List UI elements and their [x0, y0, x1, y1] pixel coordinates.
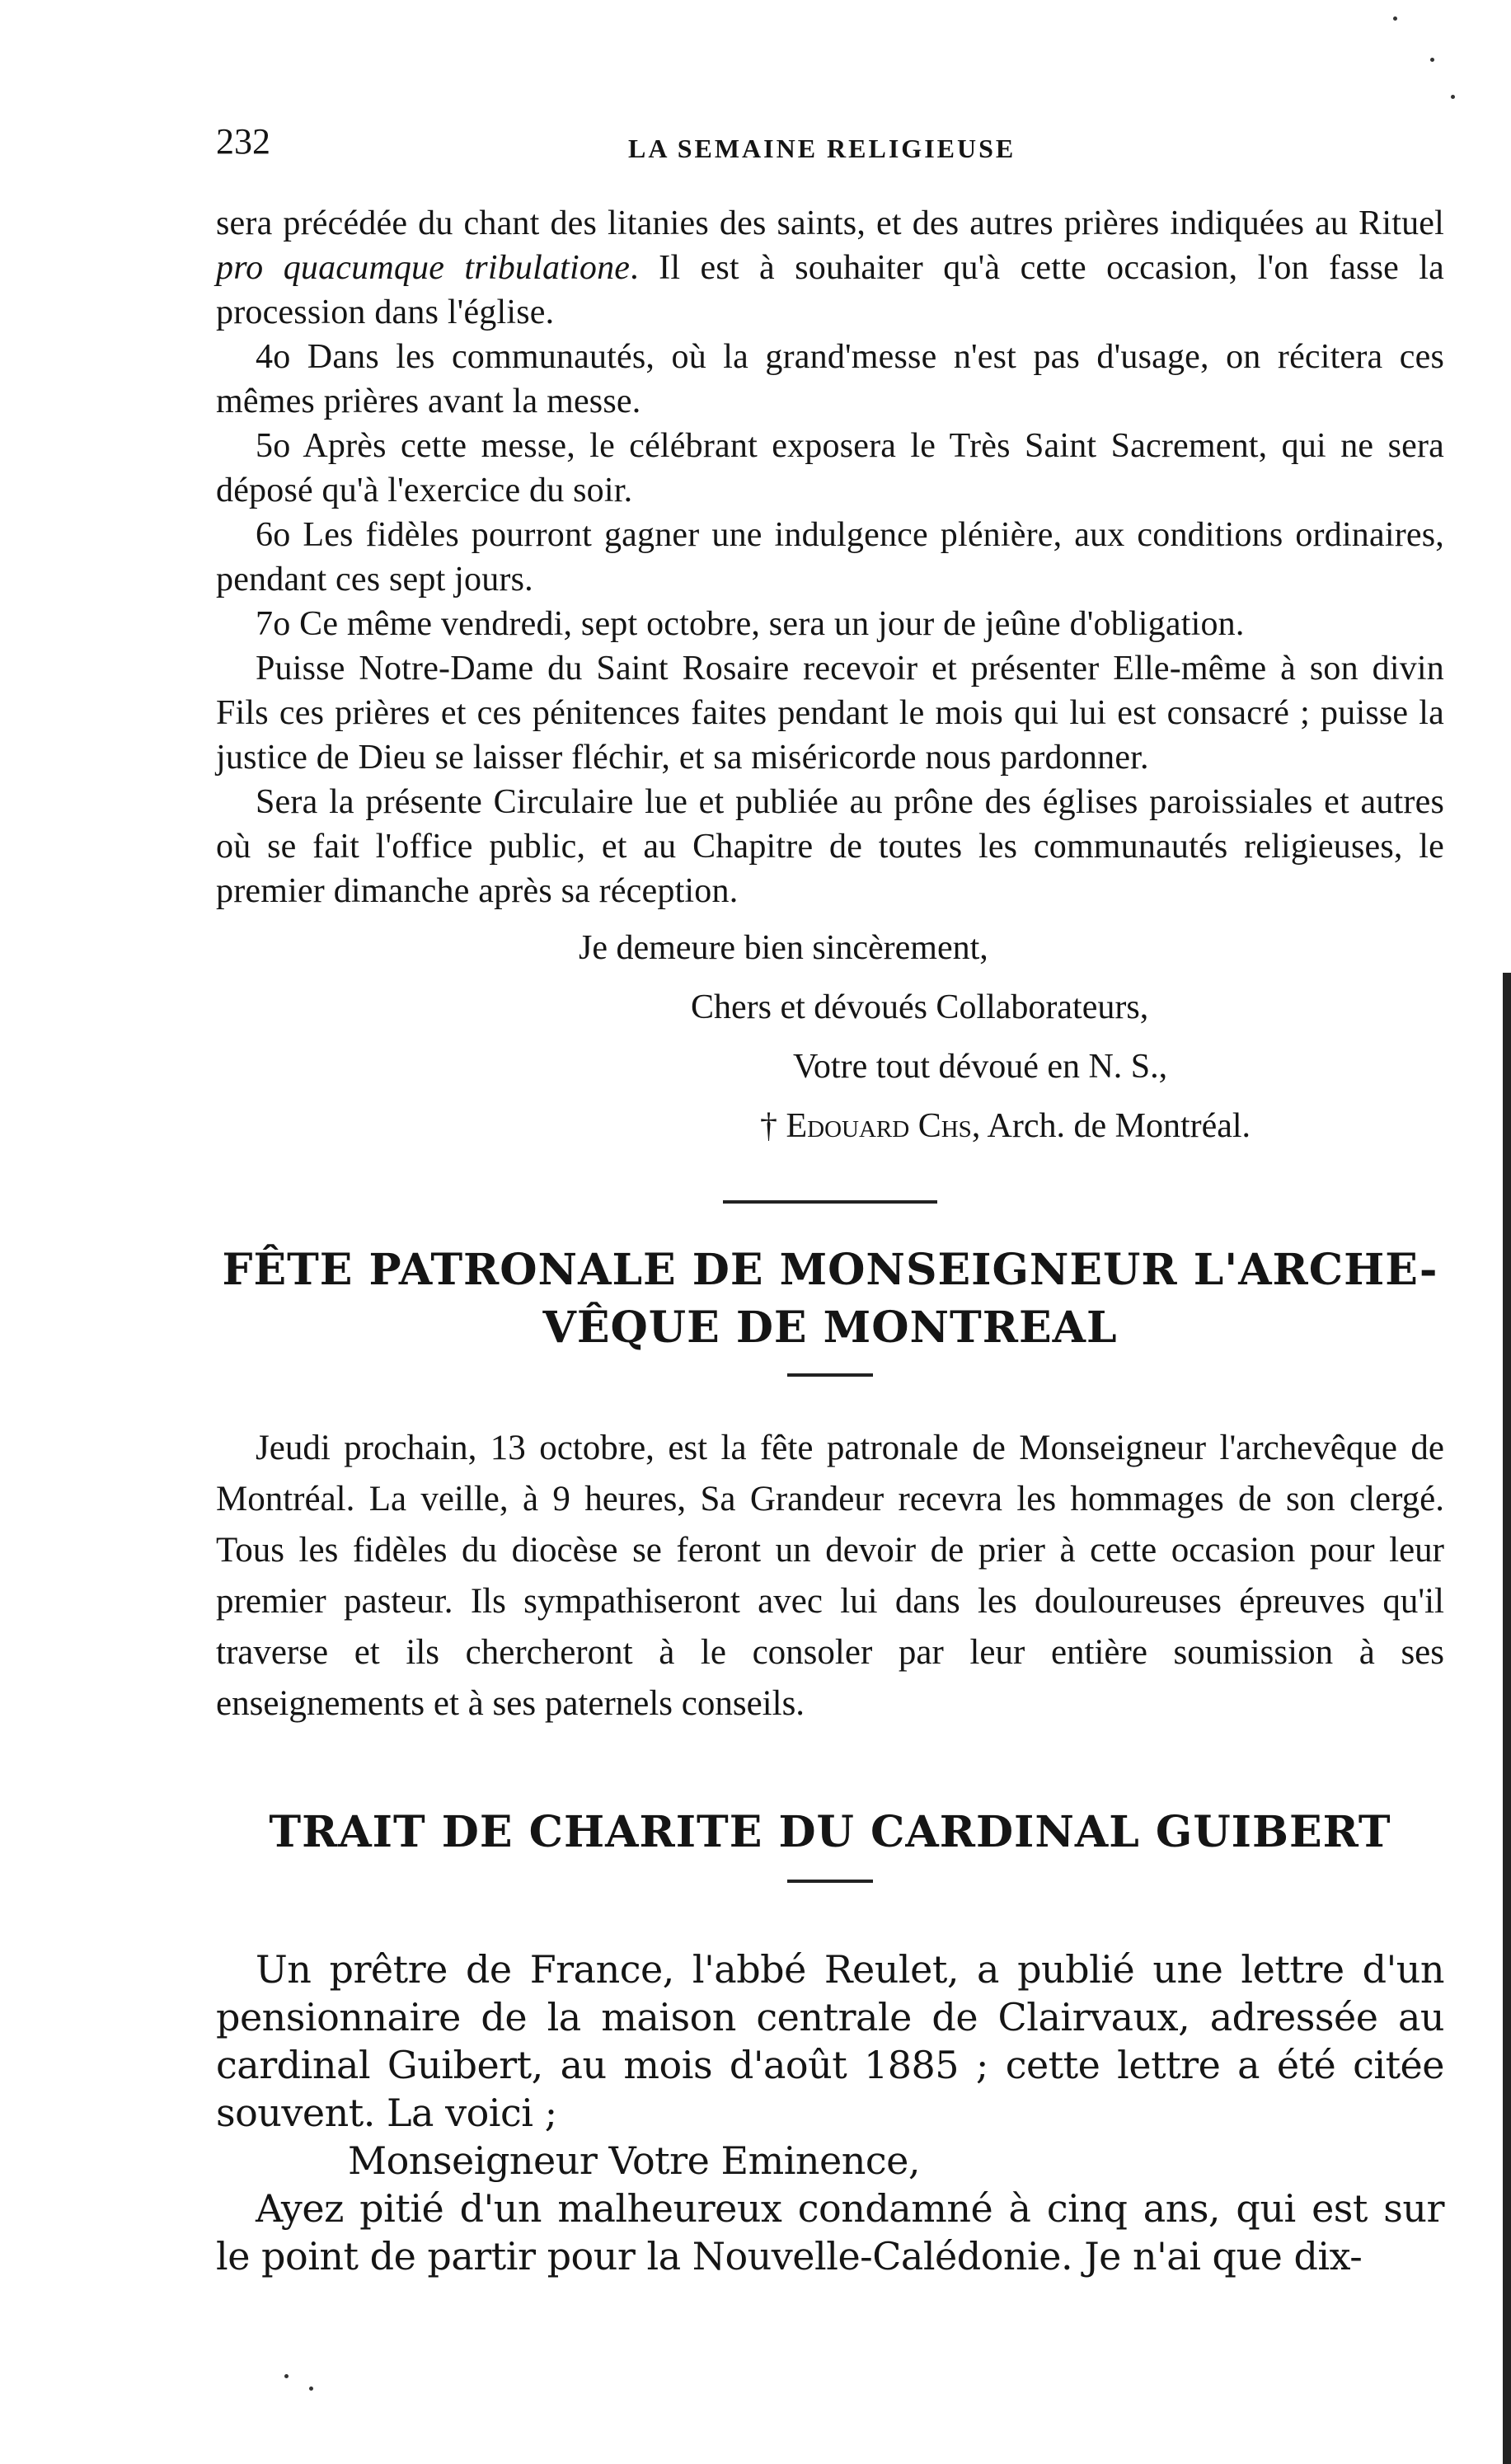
- latin-phrase: pro quacumque tribulatione: [216, 249, 631, 287]
- section-divider: [723, 1200, 937, 1204]
- signatory-name: Edouard Chs: [786, 1107, 972, 1145]
- feast-article: [216, 1423, 1444, 1729]
- paragraph: 6o Les fidèles pourront gagner une indulgence plénière, aux conditions ordinaires, pendant ces sept jours.: [216, 516, 1444, 598]
- charity-article: [216, 1945, 1444, 2280]
- paragraph: Ayez pitié d'un malheureux condamné à cinq ans, qui est sur le point de partir pour la Nouvelle-Calédonie. Je n'ai que dix-: [216, 2186, 1444, 2279]
- signatory: [760, 1103, 1444, 1149]
- salutation-line: Chers et dévoués Collaborateurs,: [691, 988, 1149, 1026]
- signatory-title: , Arch. de Montréal.: [971, 1107, 1251, 1145]
- text-run: sera précédée du chant des litanies des saints, et des autres prières indiquées au Rituel: [216, 204, 1444, 242]
- print-speck: [1451, 95, 1455, 99]
- paragraph: 5o Après cette messe, le célébrant exposera le Très Saint Sacrement, qui ne sera déposé qu'à l'exercice du soir.: [216, 427, 1444, 509]
- page-number: 232: [216, 121, 270, 162]
- section-title: [216, 1241, 1444, 1357]
- print-speck: [1430, 58, 1434, 62]
- paragraph: Sera la présente Circulaire lue et publiée au prône des églises paroissiales et autres où se fait l'office public, et au Chapitre de toutes les communautés religieuses, le premier dimanche après sa réception.: [216, 783, 1444, 910]
- title-line: VÊQUE DE MONTREAL: [542, 1302, 1118, 1353]
- closing-line: Votre tout dévoué en N. S.,: [793, 1048, 1168, 1086]
- paragraph: [216, 201, 1444, 335]
- paragraph: 7o Ce même vendredi, sept octobre, sera un jour de jeûne d'obligation.: [256, 605, 1245, 643]
- running-head: LA SEMAINE RELIGIEUSE: [628, 134, 1016, 163]
- paragraph: 4o Dans les communautés, où la grand'messe n'est pas d'usage, on récitera ces mêmes prières avant la messe.: [216, 338, 1444, 420]
- paragraph: Jeudi prochain, 13 octobre, est la fête patronale de Monseigneur l'archevêque de Montréal. La veille, à 9 heures, Sa Grandeur recevra les hommages de son clergé. Tous les fidèles du diocèse se feront un devoir de prier à cette occasion pour leur premier pasteur. Ils sympathiseront avec lui dans les douloureuses épreuves qu'il traverse et ils chercheront à le consoler par leur entière soumission à ses enseignements et à ses paternels conseils.: [216, 1429, 1444, 1723]
- letter-salutation: Monseigneur Votre Eminence,: [348, 2138, 920, 2183]
- circular-continuation: [216, 201, 1444, 1149]
- cross-icon: †: [760, 1107, 777, 1145]
- print-speck: [309, 2387, 313, 2391]
- closing-line: Je demeure bien sincèrement,: [579, 929, 988, 967]
- page-edge-shadow: [1503, 973, 1511, 2464]
- title-rule: [787, 1373, 873, 1377]
- text-run: . Il est à souhaiter qu'à cette occasion, l'on fasse la procession dans l'église.: [216, 249, 1444, 331]
- text-column: [216, 201, 1444, 2280]
- signature-block: [216, 925, 1444, 1149]
- page-header: [216, 121, 1403, 181]
- paragraph: Un prêtre de France, l'abbé Reulet, a publié une lettre d'un pensionnaire de la maison centrale de Clairvaux, adressée au cardinal Guibert, au mois d'août 1885 ; cette lettre a été citée souvent. La voici ;: [216, 1947, 1444, 2135]
- title-line: FÊTE PATRONALE DE MONSEIGNEUR L'ARCHE-: [222, 1245, 1438, 1295]
- print-speck: [284, 2374, 289, 2378]
- print-speck: [1393, 16, 1397, 21]
- title-rule: [787, 1880, 873, 1883]
- section-title: TRAIT DE CHARITE DU CARDINAL GUIBERT: [269, 1807, 1391, 1857]
- paragraph: Puisse Notre-Dame du Saint Rosaire recevoir et présenter Elle-même à son divin Fils ces prières et ces pénitences faites pendant le mois qui lui est consacré ; puisse la justice de Dieu se laisser fléchir, et sa miséricorde nous pardonner.: [216, 650, 1444, 777]
